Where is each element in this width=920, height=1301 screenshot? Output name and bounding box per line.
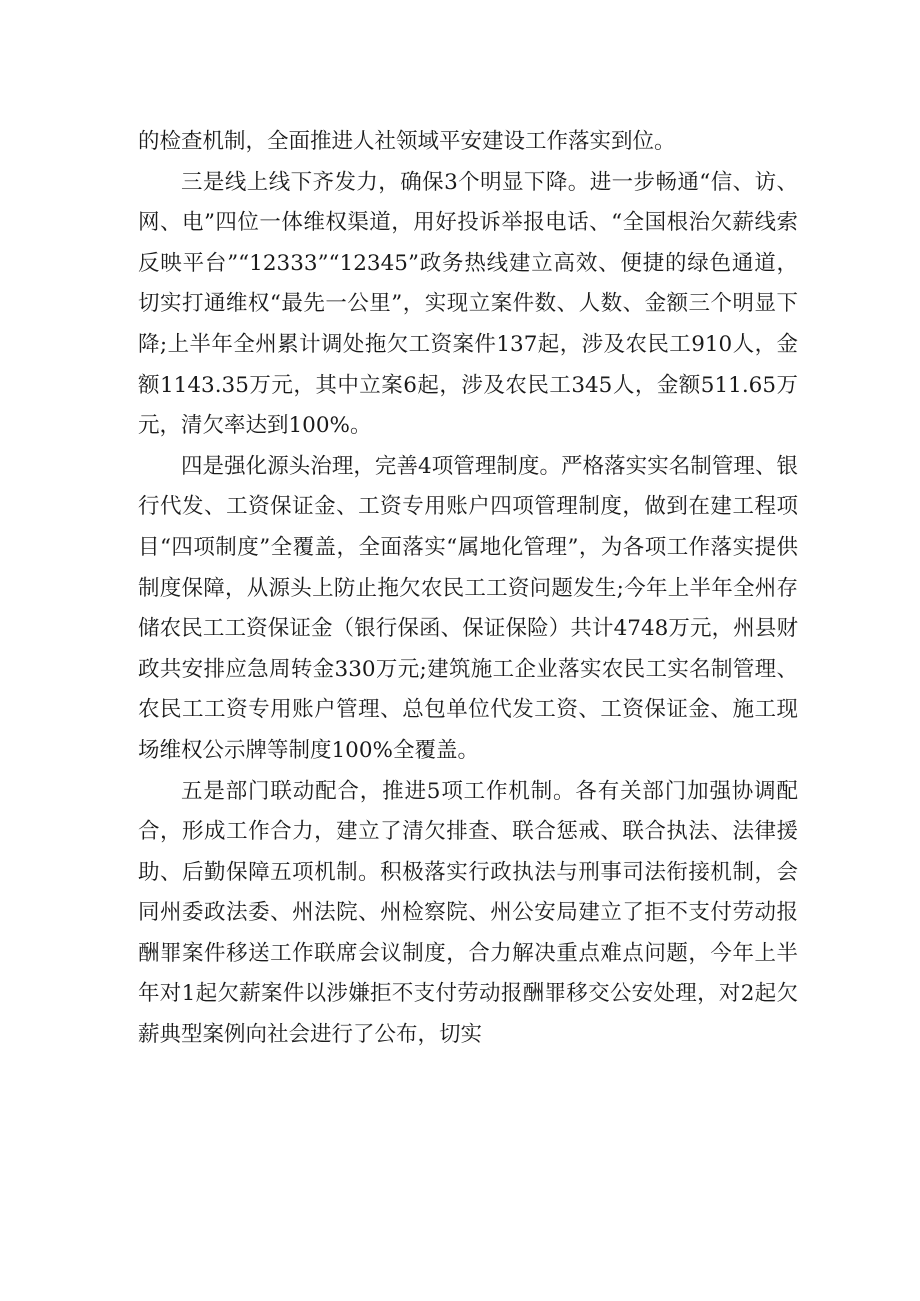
document-body [138, 122, 798, 1056]
paragraph-point-five: 五是部门联动配合，推进5项工作机制。各有关部门加强协调配合，形成工作合力，建立了清欠排查、联合惩戒、联合执法、法律援助、后勤保障五项机制。积极落实行政执法与刑事司法衔接机制，会同州委政法委、州法院、州检察院、州公安局建立了拒不支付劳动报酬罪案件移送工作联席会议制度，合力解决重点难点问题，今年上半年对1起欠薪案件以涉嫌拒不支付劳动报酬罪移交公安处理，对2起欠薪典型案例向社会进行了公布，切实 [138, 778, 798, 1048]
paragraph-point-three: 三是线上线下齐发力，确保3个明显下降。进一步畅通“信、访、网、电”四位一体维权渠道，用好投诉举报电话、“全国根治欠薪线索反映平台”“12333”“12345”政务热线建立高效、便捷的绿色通道，切实打通维权“最先一公里”，实现立案件数、人数、金额三个明显下降;上半年全州累计调处拖欠工资案件137起，涉及农民工910人，金额1143.35万元，其中立案6起，涉及农民工345人，金额511.65万元，清欠率达到100%。 [138, 169, 798, 439]
paragraph-continuation: 的检查机制，全面推进人社领域平安建设工作落实到位。 [138, 129, 676, 154]
paragraph-point-four: 四是强化源头治理，完善4项管理制度。严格落实实名制管理、银行代发、工资保证金、工资专用账户四项管理制度，做到在建工程项目“四项制度”全覆盖，全面落实“属地化管理”，为各项工作落实提供制度保障，从源头上防止拖欠农民工工资问题发生;今年上半年全州存储农民工工资保证金（银行保函、保证保险）共计4748万元，州县财政共安排应急周转金330万元;建筑施工企业落实农民工实名制管理、农民工工资专用账户管理、总包单位代发工资、工资保证金、施工现场维权公示牌等制度100%全覆盖。 [138, 453, 798, 763]
